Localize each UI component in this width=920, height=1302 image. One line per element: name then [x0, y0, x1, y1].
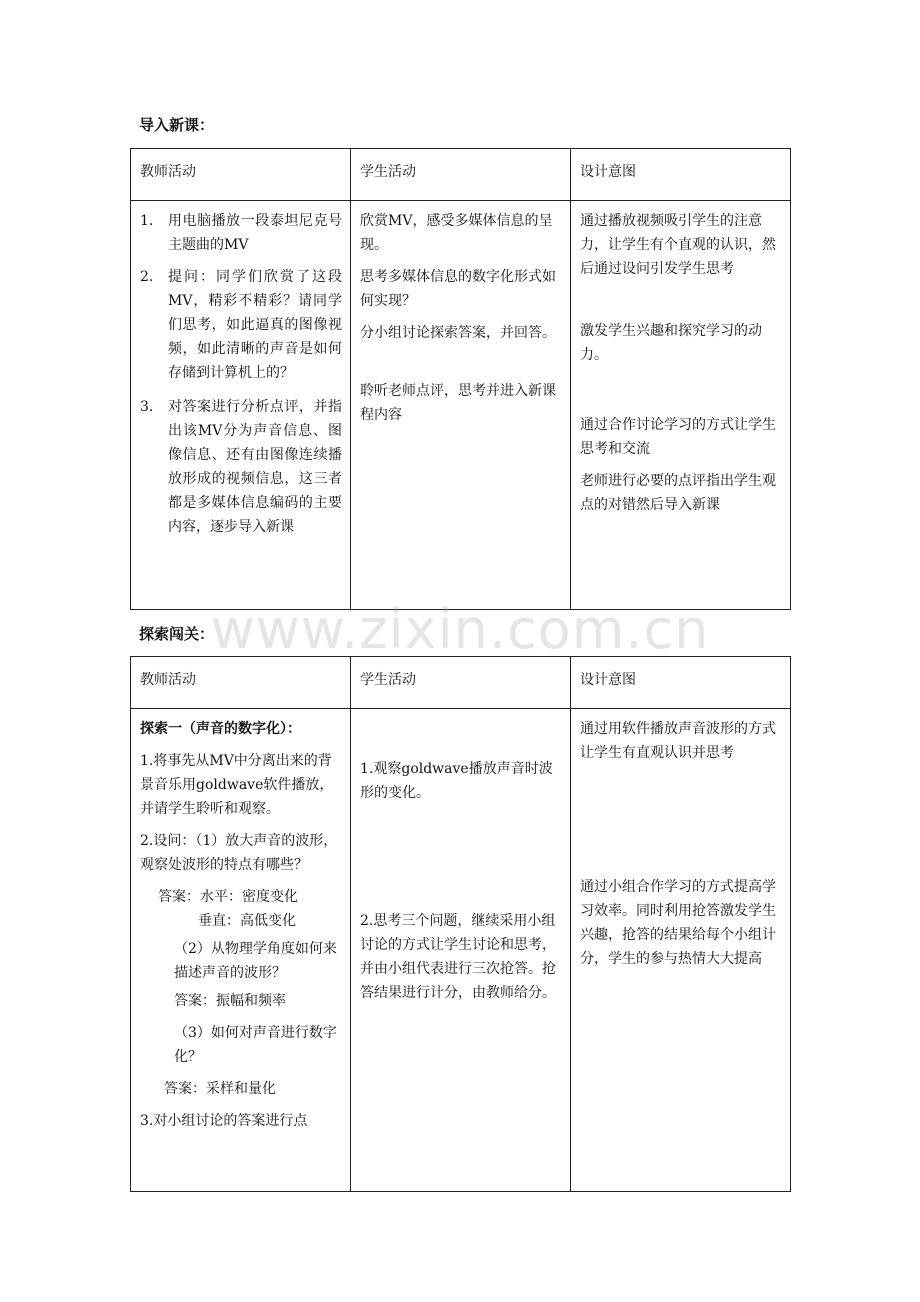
list-text: 对答案进行分析点评，并指出该MV分为声音信息、图像信息、还有由图像连续播放形成的视频信息，这三者都是多媒体信息编码的主要内容，逐步导入新课 [168, 399, 342, 535]
list-number: 1． [140, 213, 163, 229]
header-design-intent: 设计意图 [571, 149, 791, 201]
student-paragraph: 思考多媒体信息的数字化形式如何实现？ [360, 269, 556, 309]
table-row [131, 201, 791, 610]
table-header-row [131, 149, 791, 201]
teacher-paragraph: 3.对小组讨论的答案进行点 [140, 1113, 308, 1129]
list-item [140, 209, 342, 257]
section-heading-intro: 导入新课： [139, 116, 215, 134]
list-item [140, 395, 342, 539]
intent-paragraph: 通过合作讨论学习的方式让学生思考和交流 [580, 417, 776, 457]
question-text: （3）如何对声音进行数字化？ [174, 1025, 337, 1065]
header-design-intent: 设计意图 [571, 657, 791, 709]
intent-paragraph: 通过用软件播放声音波形的方式让学生有直观认识并思考 [580, 721, 776, 761]
student-paragraph: 欣赏MV，感受多媒体信息的呈现。 [360, 213, 553, 253]
list-number: 3． [140, 399, 163, 415]
intent-paragraph: 通过小组合作学习的方式提高学习效率。同时利用抢答激发学生兴趣，抢答的结果给每个小组计分，学生的参与热情大大提高 [580, 879, 776, 967]
explore-title: 探索一（声音的数字化）： [140, 721, 301, 737]
header-teacher-activity: 教师活动 [131, 149, 351, 201]
header-student-activity: 学生活动 [351, 657, 571, 709]
list-item [140, 265, 342, 385]
student-paragraph: 聆听老师点评，思考并进入新课程内容 [360, 383, 556, 423]
table-row [131, 709, 791, 1192]
teacher-paragraph: 2.设问：（1）放大声音的波形，观察处波形的特点有哪些？ [140, 833, 338, 873]
intent-paragraph: 老师进行必要的点评指出学生观点的对错然后导入新课 [580, 473, 776, 513]
answer-text: 答案：采样和量化 [164, 1081, 276, 1097]
watermark: www.zixin.com.cn [210, 598, 710, 661]
question-text: （2）从物理学角度如何来描述声音的波形？ [174, 941, 337, 981]
list-text: 提问：同学们欣赏了这段MV，精彩不精彩？请同学们思考，如此逼真的图像视频，如此清晰的声音是如何存储到计算机上的？ [168, 269, 342, 381]
list-number: 2． [140, 269, 163, 285]
student-paragraph: 1.观察goldwave播放声音时波形的变化。 [360, 761, 553, 801]
design-intent-cell [571, 709, 791, 1192]
header-teacher-activity: 教师活动 [131, 657, 351, 709]
intro-table [130, 148, 791, 610]
teacher-activity-cell [131, 201, 351, 610]
answer-text: 答案：水平：密度变化 [158, 889, 298, 905]
student-paragraph: 2.思考三个问题，继续采用小组讨论的方式让学生讨论和思考，并由小组代表进行三次抢答。抢答结果进行计分，由教师给分。 [360, 913, 556, 1001]
design-intent-cell [571, 201, 791, 610]
header-student-activity: 学生活动 [351, 149, 571, 201]
answer-text: 答案：振幅和频率 [174, 993, 286, 1009]
list-text: 用电脑播放一段泰坦尼克号主题曲的MV [168, 213, 342, 253]
intent-paragraph: 通过播放视频吸引学生的注意力，让学生有个直观的认识，然后通过设问引发学生思考 [580, 213, 776, 277]
student-activity-cell [351, 201, 571, 610]
table-header-row [131, 657, 791, 709]
explore-table [130, 656, 791, 1192]
answer-text: 垂直：高低变化 [198, 913, 296, 929]
section-heading-explore: 探索闯关： [139, 625, 215, 643]
intent-paragraph: 激发学生兴趣和探究学习的动力。 [580, 323, 762, 363]
teacher-activity-cell [131, 709, 351, 1192]
student-paragraph: 分小组讨论探索答案，并回答。 [360, 325, 556, 341]
student-activity-cell [351, 709, 571, 1192]
teacher-paragraph: 1.将事先从MV中分离出来的背景音乐用goldwave软件播放，并请学生聆听和观察。 [140, 753, 334, 817]
